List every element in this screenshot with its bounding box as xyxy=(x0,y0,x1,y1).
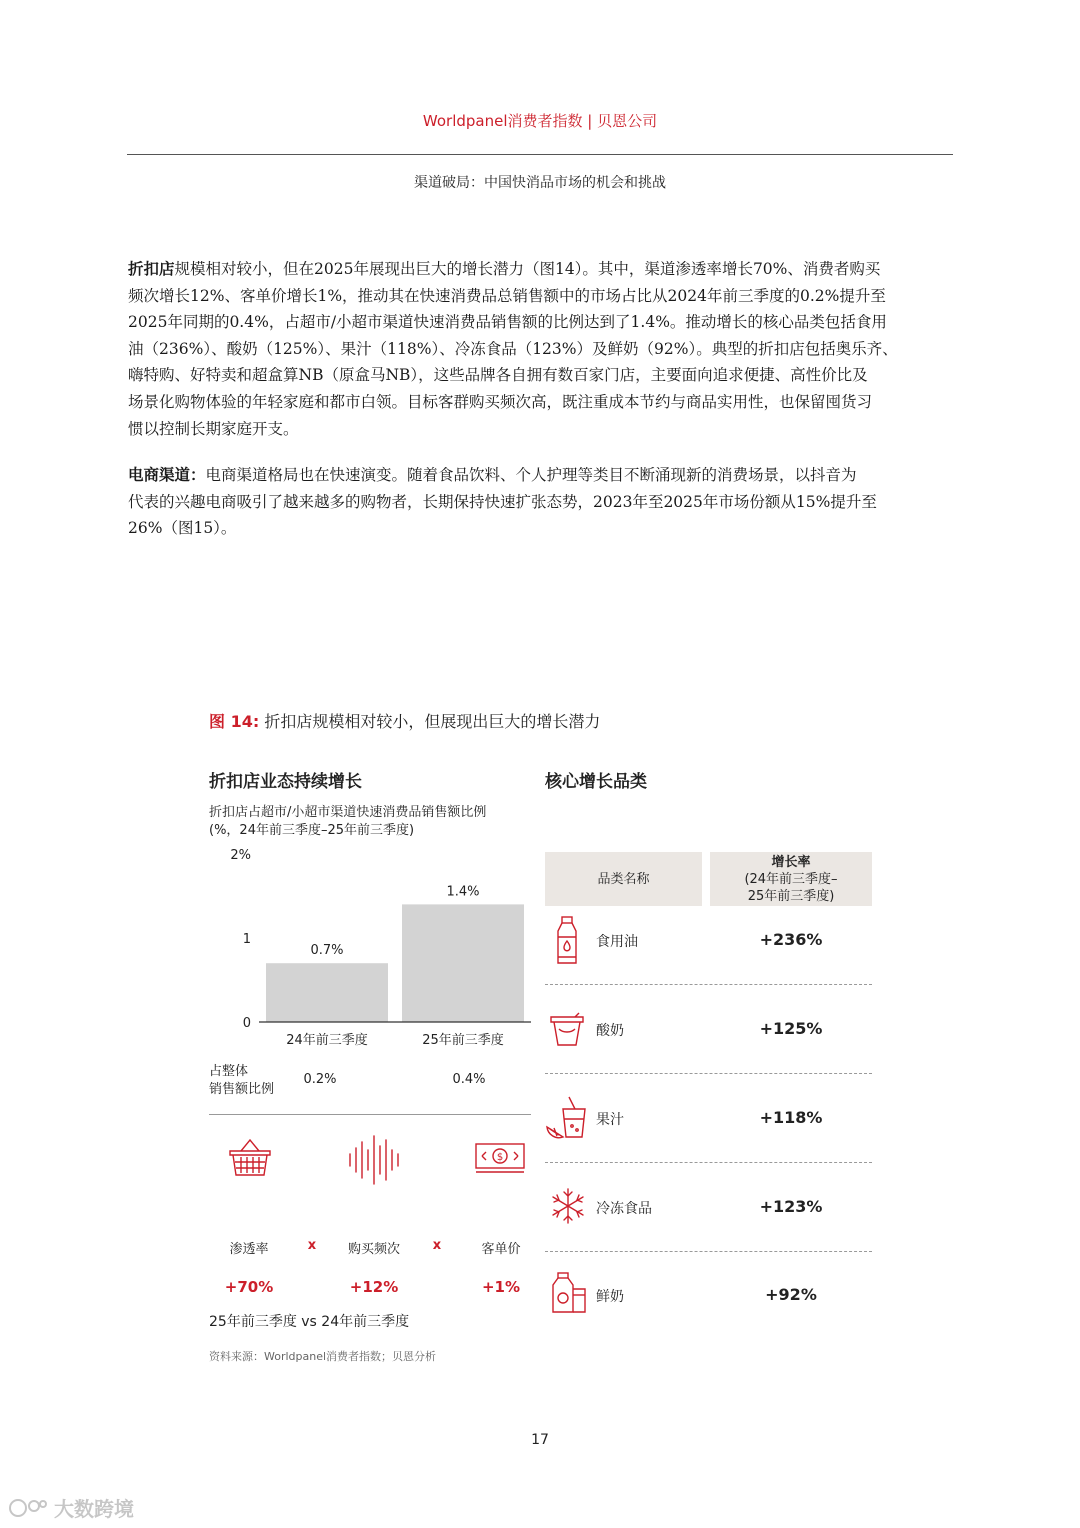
x-category-label: 25年前三季度 xyxy=(422,1033,504,1048)
category-name: 果汁 xyxy=(596,1112,624,1128)
watermark-text: 大数跨境 xyxy=(54,1497,134,1521)
paragraph-discount-stores: 折扣店规模相对较小，但在2025年展现出巨大的增长潜力（图14）。其中，渠道渗透率增长70%、消费者购买 频次增长12%、客单价增长1%，推动其在快速消费品总销售额中的市场占比从2024年前三季度的0.2%提升至 2025年同期的0.4%，占超市/小超市渠道快速消费品销售额的比例达到了1.4%。推动增长的核心品类包括食用 油（236%）、酸奶（125%）、果汁（118%）、冷冻食品（123%）及鲜奶（92%）。典型的折扣店包括奥乐齐、 嗨特购、好特卖和超盒算NB（原盒马NB），这些品牌各自拥有数百家门店，主要面向追求便捷、高性价比及 场景化购物体验的年轻家庭和都市白领。目标客群购买频次高，既注重成本节约与商品实用性，也保留囤货习 惯以控制长期家庭开支。 xyxy=(128,260,898,438)
soundwave-icon xyxy=(348,1132,404,1188)
figure-title: 图 14: 折扣店规模相对较小，但展现出巨大的增长潜力 xyxy=(209,712,601,731)
report-brand: Worldpanel消费者指数 | 贝恩公司 xyxy=(422,112,658,130)
table-header-growth: 增长率 (24年前三季度– 25年前三季度) xyxy=(710,852,872,906)
share-value-2025: 0.4% xyxy=(452,1072,486,1087)
y-tick-label: 1 xyxy=(242,932,251,947)
y-tick-label: 0 xyxy=(242,1016,251,1031)
driver-label-frequency: 购买频次 xyxy=(347,1242,400,1257)
banknote-icon xyxy=(474,1142,526,1176)
category-growth: +92% xyxy=(765,1285,817,1304)
watermark xyxy=(8,1493,134,1522)
paragraph-lead: 折扣店 xyxy=(128,260,175,278)
basket-icon xyxy=(227,1137,273,1179)
comparison-note: 25年前三季度 vs 24年前三季度 xyxy=(209,1314,410,1330)
left-section-unit: (%，24年前三季度–25年前三季度) xyxy=(209,823,415,838)
share-value-2024: 0.2% xyxy=(303,1072,337,1087)
driver-label-basket-size: 客单价 xyxy=(481,1242,521,1257)
row-divider xyxy=(545,1162,872,1163)
milk-bottle-icon xyxy=(549,1271,589,1315)
category-growth: +236% xyxy=(759,930,823,949)
right-section-title: 核心增长品类 xyxy=(545,772,647,792)
category-name: 食用油 xyxy=(596,934,638,950)
y-tick-label: 2% xyxy=(230,848,251,863)
row-divider xyxy=(545,1251,872,1252)
bar-data-label: 0.7% xyxy=(310,943,344,959)
watermark-logo-icon xyxy=(8,1495,48,1521)
driver-value-frequency: +12% xyxy=(349,1278,399,1296)
row-divider xyxy=(545,1073,872,1074)
left-section-subtitle: 折扣店占超市/小超市渠道快速消费品销售额比例 xyxy=(209,805,487,820)
share-row-label: 占整体 销售额比例 xyxy=(209,1064,275,1097)
category-name: 鲜奶 xyxy=(596,1289,624,1305)
category-growth: +123% xyxy=(759,1197,823,1216)
snowflake-icon xyxy=(549,1187,587,1225)
page-number: 17 xyxy=(531,1432,549,1448)
x-category-label: 24年前三季度 xyxy=(286,1033,368,1048)
category-growth: +125% xyxy=(759,1019,823,1038)
juice-glass-icon xyxy=(545,1095,589,1141)
discount-share-bar-chart xyxy=(209,840,539,1055)
yogurt-cup-icon xyxy=(549,1011,585,1049)
source-note: 资料来源：Worldpanel消费者指数；贝恩分析 xyxy=(209,1350,437,1363)
svg-text:$: $ xyxy=(496,1152,504,1163)
category-growth: +118% xyxy=(759,1108,823,1127)
multiply-sign: x xyxy=(432,1238,442,1253)
header-rule xyxy=(127,154,953,155)
driver-value-basket-size: +1% xyxy=(481,1278,521,1296)
multiply-sign: x xyxy=(307,1238,317,1253)
bar xyxy=(266,963,388,1022)
left-section-title: 折扣店业态持续增长 xyxy=(209,772,362,792)
bar-data-label: 1.4% xyxy=(446,884,480,900)
section-divider xyxy=(209,1114,531,1115)
driver-label-penetration: 渗透率 xyxy=(229,1242,269,1257)
bar xyxy=(402,904,524,1022)
category-name: 冷冻食品 xyxy=(596,1201,652,1217)
paragraph-lead: 电商渠道： xyxy=(128,466,206,484)
report-subtitle: 渠道破局：中国快消品市场的机会和挑战 xyxy=(414,175,666,191)
paragraph-ecommerce: 电商渠道：电商渠道格局也在快速演变。随着食品饮料、个人护理等类目不断涌现新的消费场景，以抖音为 代表的兴趣电商吸引了越来越多的购物者，长期保持快速扩张态势，2023年至2025年市场份额从15%提升至 26%（图15）。 xyxy=(128,466,877,538)
oil-bottle-icon xyxy=(552,915,582,967)
table-header-category: 品类名称 xyxy=(545,852,702,906)
row-divider xyxy=(545,984,872,985)
driver-value-penetration: +70% xyxy=(224,1278,274,1296)
category-name: 酸奶 xyxy=(596,1023,624,1039)
